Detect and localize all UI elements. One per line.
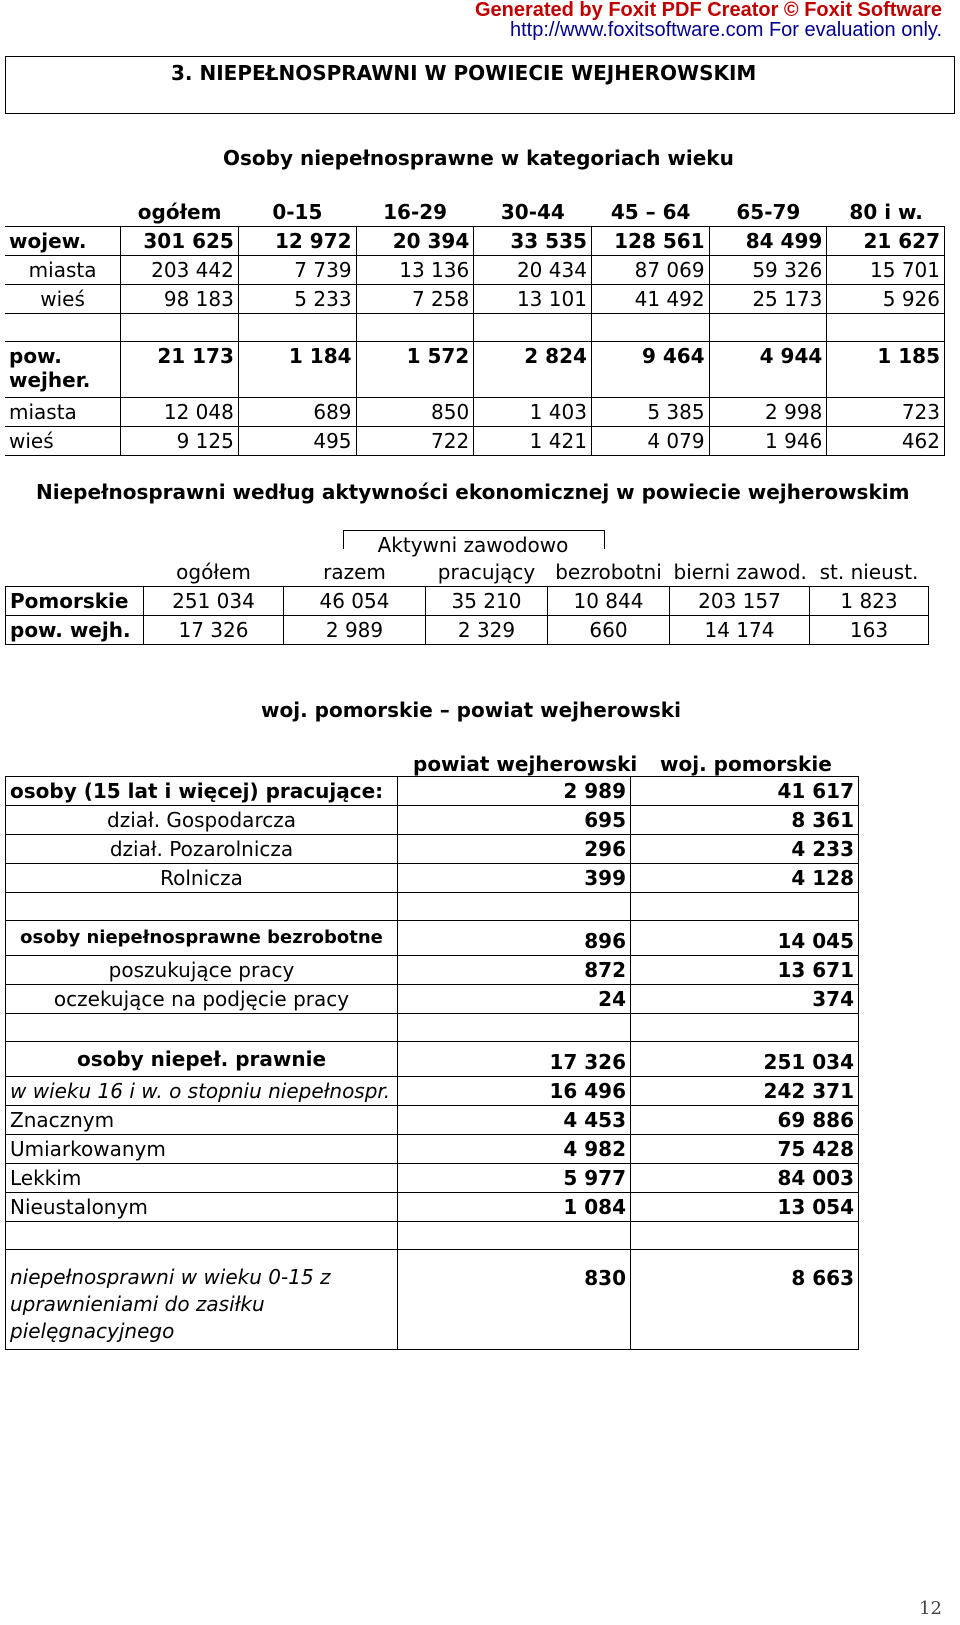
table-row: [6, 956, 859, 985]
table-cell: 4 233: [631, 835, 859, 864]
table-row: [5, 227, 945, 256]
table-cell: 8 663: [631, 1250, 859, 1350]
table-cell: 84 499: [709, 227, 827, 256]
age-header-cell: ogółem: [137, 200, 222, 224]
table-cell: 9 125: [121, 427, 239, 456]
age-header-cell: 65-79: [736, 200, 801, 224]
row-label: Lekkim: [6, 1164, 398, 1193]
table-cell: 10 844: [548, 587, 670, 616]
table-row: [6, 1222, 859, 1250]
row-label: Nieustalonym: [6, 1193, 398, 1222]
row-label: [6, 893, 398, 921]
table-row: [5, 342, 945, 398]
table-cell: 660: [548, 616, 670, 645]
econ-header-cell: st. nieust.: [819, 560, 919, 584]
table-row: [6, 1164, 859, 1193]
table-row: [6, 864, 859, 893]
table-row: [6, 921, 859, 956]
table-cell: 87 069: [591, 256, 709, 285]
table-cell: 1 185: [827, 342, 945, 398]
age-table-title: Osoby niepełnosprawne w kategoriach wieku: [223, 146, 734, 170]
table-cell: 1 403: [474, 398, 592, 427]
table-cell: 75 428: [631, 1135, 859, 1164]
comp-table: [5, 776, 859, 1350]
row-label: oczekujące na podjęcie pracy: [6, 985, 398, 1014]
table-cell: 1 084: [398, 1193, 631, 1222]
row-label: poszukujące pracy: [6, 956, 398, 985]
table-row: [6, 1250, 859, 1350]
table-row: [5, 256, 945, 285]
table-cell: 21 173: [121, 342, 239, 398]
table-row: [5, 285, 945, 314]
row-label: dział. Gospodarcza: [6, 806, 398, 835]
table-cell: 203 442: [121, 256, 239, 285]
watermark-line-1: Generated by Foxit PDF Creator © Foxit Software: [474, 0, 942, 21]
table-cell: 20 394: [356, 227, 474, 256]
table-cell: 4 453: [398, 1106, 631, 1135]
table-cell: 296: [398, 835, 631, 864]
table-row: [6, 777, 859, 806]
table-cell: 8 361: [631, 806, 859, 835]
table-cell: 20 434: [474, 256, 592, 285]
row-label: [6, 1014, 398, 1042]
table-cell: 830: [398, 1250, 631, 1350]
econ-table: [5, 558, 929, 645]
table-cell: 46 054: [284, 587, 426, 616]
table-row: [6, 1014, 859, 1042]
econ-header-cell: bezrobotni: [555, 560, 662, 584]
table-cell: 1 184: [238, 342, 356, 398]
age-header-cell: 16-29: [383, 200, 448, 224]
table-cell: 722: [356, 427, 474, 456]
table-row: [6, 985, 859, 1014]
table-cell: 4 982: [398, 1135, 631, 1164]
table-cell: 2 824: [474, 342, 592, 398]
table-row: [6, 893, 859, 921]
table-cell: 128 561: [591, 227, 709, 256]
row-label: Rolnicza: [6, 864, 398, 893]
table-cell: 24: [398, 985, 631, 1014]
table-row: [6, 1042, 859, 1077]
row-label: osoby niepełnosprawne bezrobotne: [6, 921, 398, 956]
comp-table-title: woj. pomorskie – powiat wejherowski: [261, 698, 681, 722]
table-cell: 689: [238, 398, 356, 427]
table-cell: 14 174: [670, 616, 810, 645]
row-label: Umiarkowanym: [6, 1135, 398, 1164]
econ-header-cell: pracujący: [437, 560, 536, 584]
table-cell: 21 627: [827, 227, 945, 256]
row-label: [6, 1222, 398, 1250]
table-row: [5, 398, 945, 427]
table-cell: 399: [398, 864, 631, 893]
table-cell: 2 989: [284, 616, 426, 645]
table-row: [5, 314, 945, 342]
table-cell: [631, 1222, 859, 1250]
table-cell: 251 034: [631, 1042, 859, 1077]
row-label: dział. Pozarolnicza: [6, 835, 398, 864]
table-cell: [631, 1014, 859, 1042]
row-label: wieś: [5, 427, 121, 456]
row-label: Pomorskie: [6, 587, 144, 616]
table-cell: 2 989: [398, 777, 631, 806]
table-cell: 25 173: [709, 285, 827, 314]
table-cell: 1 421: [474, 427, 592, 456]
table-cell: 872: [398, 956, 631, 985]
table-cell: 13 101: [474, 285, 592, 314]
row-label: wojew.: [5, 227, 121, 256]
age-header-cell: 0-15: [272, 200, 323, 224]
age-table-body: [5, 226, 945, 456]
table-cell: 69 886: [631, 1106, 859, 1135]
table-cell: 15 701: [827, 256, 945, 285]
table-cell: 7 739: [238, 256, 356, 285]
table-cell: 35 210: [426, 587, 548, 616]
table-cell: 374: [631, 985, 859, 1014]
table-cell: 301 625: [121, 227, 239, 256]
table-cell: 84 003: [631, 1164, 859, 1193]
table-cell: 5 233: [238, 285, 356, 314]
age-header-cell: 30-44: [500, 200, 565, 224]
age-header-cell: 80 i w.: [849, 200, 923, 224]
table-cell: 462: [827, 427, 945, 456]
econ-header-row: [6, 558, 929, 587]
table-row: [6, 1077, 859, 1106]
table-cell: 5 385: [591, 398, 709, 427]
age-header-cell: 45 – 64: [610, 200, 691, 224]
age-table: [5, 198, 945, 226]
table-cell: 723: [827, 398, 945, 427]
econ-table-title: Niepełnosprawni według aktywności ekonomicznej w powiecie wejherowskim: [36, 480, 910, 504]
econ-header-cell: razem: [323, 560, 386, 584]
table-cell: 2 998: [709, 398, 827, 427]
table-cell: [398, 1222, 631, 1250]
row-label: miasta: [5, 256, 121, 285]
row-label: wieś: [5, 285, 121, 314]
table-row: [6, 806, 859, 835]
table-cell: 13 136: [356, 256, 474, 285]
table-cell: 2 329: [426, 616, 548, 645]
table-cell: 896: [398, 921, 631, 956]
table-cell: 9 464: [591, 342, 709, 398]
table-cell: [398, 1014, 631, 1042]
table-cell: 13 671: [631, 956, 859, 985]
table-cell: 14 045: [631, 921, 859, 956]
table-row: [6, 835, 859, 864]
table-cell: 59 326: [709, 256, 827, 285]
table-row: [6, 587, 929, 616]
table-row: [6, 616, 929, 645]
table-cell: 1 823: [810, 587, 929, 616]
table-cell: 1 572: [356, 342, 474, 398]
age-table-header-row: [5, 198, 945, 226]
row-label: pow. wejh.: [6, 616, 144, 645]
table-cell: 12 972: [238, 227, 356, 256]
row-label: miasta: [5, 398, 121, 427]
table-cell: 16 496: [398, 1077, 631, 1106]
table-cell: 4 079: [591, 427, 709, 456]
table-cell: 4 944: [709, 342, 827, 398]
table-cell: 98 183: [121, 285, 239, 314]
comp-header-woj: woj. pomorskie: [660, 752, 832, 776]
table-row: [6, 1135, 859, 1164]
section-heading-box: [5, 56, 955, 114]
row-label: niepełnosprawni w wieku 0-15 z uprawnieniami do zasiłku pielęgnacyjnego: [6, 1250, 398, 1350]
table-cell: 41 617: [631, 777, 859, 806]
table-cell: 242 371: [631, 1077, 859, 1106]
table-cell: 13 054: [631, 1193, 859, 1222]
section-heading: 3. NIEPEŁNOSPRAWNI W POWIECIE WEJHEROWSKIM: [171, 61, 757, 85]
table-cell: 17 326: [144, 616, 284, 645]
watermark-line-2: http://www.foxitsoftware.com For evaluation only.: [509, 19, 942, 41]
group-header: Aktywni zawodowo: [377, 533, 569, 557]
table-cell: 1 946: [709, 427, 827, 456]
page-number: 12: [919, 1598, 942, 1619]
row-label: Znacznym: [6, 1106, 398, 1135]
table-cell: 251 034: [144, 587, 284, 616]
row-label: pow. wejher.: [5, 342, 121, 398]
table-cell: 7 258: [356, 285, 474, 314]
econ-header-cell: ogółem: [176, 560, 251, 584]
table-row: [6, 1193, 859, 1222]
table-cell: 33 535: [474, 227, 592, 256]
table-cell: 12 048: [121, 398, 239, 427]
table-cell: [631, 893, 859, 921]
table-cell: 5 977: [398, 1164, 631, 1193]
row-label: osoby (15 lat i więcej) pracujące:: [6, 777, 398, 806]
table-cell: 41 492: [591, 285, 709, 314]
econ-header-cell: bierni zawod.: [673, 560, 807, 584]
table-cell: 4 128: [631, 864, 859, 893]
comp-header-powiat: powiat wejherowski: [413, 752, 638, 776]
table-cell: [398, 893, 631, 921]
table-cell: 850: [356, 398, 474, 427]
row-label: w wieku 16 i w. o stopniu niepełnospr.: [6, 1077, 398, 1106]
table-cell: 163: [810, 616, 929, 645]
table-cell: 5 926: [827, 285, 945, 314]
row-label: osoby niepeł. prawnie: [6, 1042, 398, 1077]
table-cell: 495: [238, 427, 356, 456]
table-row: [6, 1106, 859, 1135]
table-row: [5, 427, 945, 456]
table-cell: 203 157: [670, 587, 810, 616]
table-cell: 695: [398, 806, 631, 835]
table-cell: 17 326: [398, 1042, 631, 1077]
